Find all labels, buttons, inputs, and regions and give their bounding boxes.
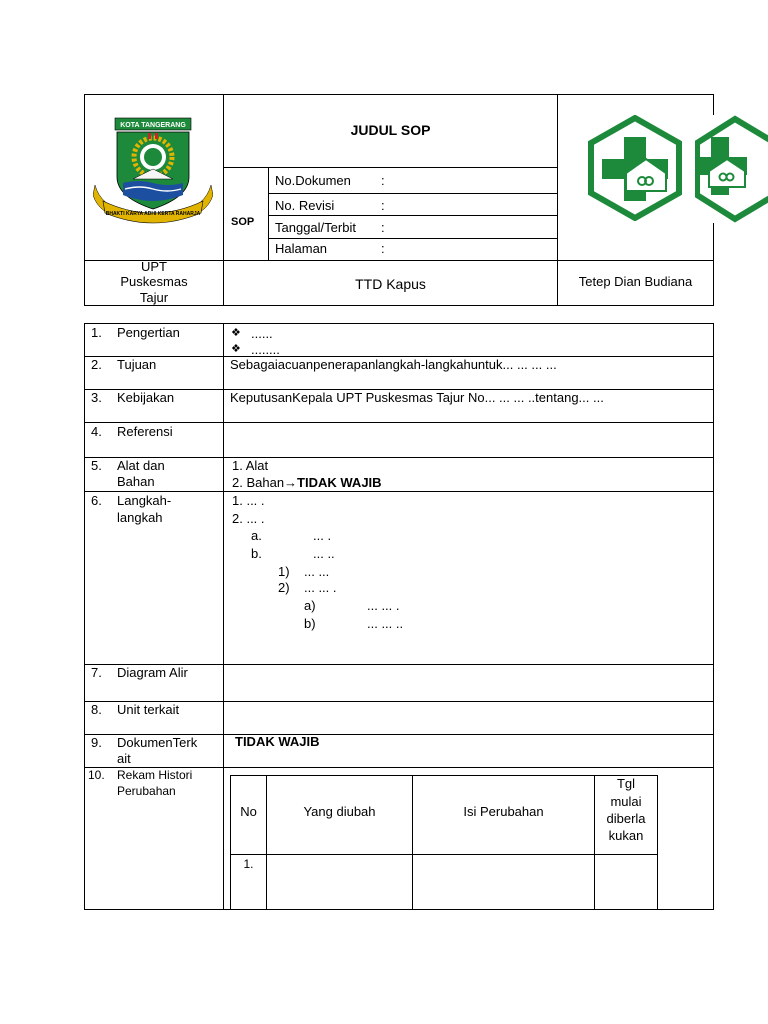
row-label-rekam-histori: Rekam Histori	[117, 768, 193, 782]
arrow-right-icon: →	[284, 475, 298, 490]
pengertian-item: ......	[251, 326, 273, 341]
step-key: a.	[251, 528, 262, 543]
content-border-right	[713, 323, 714, 910]
kota-tangerang-logo	[93, 115, 213, 225]
row-label-referensi: Referensi	[117, 424, 173, 439]
step-item: 2. ... .	[232, 511, 265, 526]
row-number: 1.	[91, 325, 102, 340]
history-header-content: Isi Perubahan	[463, 804, 544, 819]
row-number: 7.	[91, 665, 102, 680]
diamond-bullet-icon: ❖	[231, 343, 241, 355]
step-key: b.	[251, 546, 262, 561]
row-separator	[84, 491, 714, 492]
bahan-not-required: TIDAK WAJIB	[297, 475, 382, 490]
field-sep: :	[381, 198, 385, 213]
field-sep: :	[381, 241, 385, 256]
history-header-date: diberla	[606, 811, 646, 826]
row-label-dokumen-terkait-2: ait	[117, 751, 131, 766]
row-label-pengertian: Pengertian	[117, 325, 180, 340]
field-label-no-revisi: No. Revisi	[275, 198, 335, 213]
dokumen-not-required: TIDAK WAJIB	[235, 734, 320, 749]
field-label-tanggal-terbit: Tanggal/Terbit	[275, 220, 356, 235]
content-border-left	[84, 323, 85, 910]
document-title: JUDUL SOP	[350, 122, 431, 138]
row-label-alat-dan: Alat dan	[117, 458, 165, 473]
row-label-perubahan: Perubahan	[117, 784, 176, 798]
step-key: 2)	[278, 580, 290, 595]
puskesmas-logo	[582, 115, 688, 221]
content-divider	[223, 323, 224, 910]
content-border-bottom	[84, 909, 714, 910]
header-border-top	[84, 94, 714, 95]
step-key: b)	[304, 616, 316, 631]
field-sep: :	[381, 173, 385, 188]
row-number: 2.	[91, 357, 102, 372]
sop-label: SOP	[231, 216, 255, 228]
header-divider	[268, 167, 269, 260]
header-divider	[268, 215, 557, 216]
history-header-date: Tgl	[616, 776, 636, 791]
diamond-bullet-icon: ❖	[231, 327, 241, 339]
signer-name: Tetep Dian Budiana	[578, 274, 693, 289]
row-separator	[84, 457, 714, 458]
row-label-langkah-2: langkah	[117, 510, 163, 525]
alat-item: 1. Alat	[232, 458, 269, 473]
history-col-border	[266, 775, 267, 909]
row-label-langkah: Langkah-	[117, 493, 172, 508]
row-number: 9.	[91, 735, 102, 750]
field-sep: :	[381, 220, 385, 235]
row-number: 10.	[88, 768, 105, 782]
history-header-date: mulai	[610, 794, 642, 809]
svg-text:BHAKTI KARYA ADHI KERTA RAHARJ: BHAKTI KARYA ADHI KERTA RAHARJA	[105, 211, 201, 217]
history-col-border	[412, 775, 413, 909]
row-number: 8.	[91, 702, 102, 717]
bahan-item: 2. Bahan→TIDAK WAJIB	[232, 475, 382, 490]
unit-line-3: Tajur	[139, 290, 169, 305]
row-number: 4.	[91, 424, 102, 439]
step-value: ... ... .	[367, 598, 400, 613]
row-number: 6.	[91, 493, 102, 508]
step-value: ... ... ..	[367, 616, 404, 631]
step-key: 1)	[278, 564, 290, 579]
history-header-no: No	[240, 804, 257, 819]
row-label-tujuan: Tujuan	[117, 357, 157, 372]
header-divider	[223, 167, 557, 168]
header-divider	[268, 193, 557, 194]
tujuan-content: Sebagaiacuanpenerapanlangkah-langkahuntuk... ... ... ...	[230, 357, 557, 372]
history-col-border	[657, 775, 658, 909]
history-row-no: 1.	[243, 857, 254, 871]
history-header-date: kukan	[608, 828, 644, 843]
step-key: a)	[304, 598, 316, 613]
history-header-changed: Yang diubah	[303, 804, 376, 819]
row-label-unit-terkait: Unit terkait	[117, 702, 180, 717]
step-item: 1. ... .	[232, 493, 265, 508]
step-value: ... ..	[313, 546, 335, 561]
step-value: ... .	[313, 528, 332, 543]
svg-text:KOTA TANGERANG: KOTA TANGERANG	[120, 122, 186, 129]
row-number: 5.	[91, 458, 102, 473]
ttd-kapus: TTD Kapus	[355, 276, 426, 292]
puskesmas-logo-secondary	[695, 115, 768, 223]
kebijakan-content: KeputusanKepala UPT Puskesmas Tajur No... ... ... ..tentang... ...	[230, 390, 604, 405]
field-label-halaman: Halaman	[275, 241, 328, 256]
unit-line-1: UPT	[141, 259, 167, 274]
step-value: ... ... .	[304, 580, 337, 595]
row-label-kebijakan: Kebijakan	[117, 390, 175, 405]
field-label-no-dokumen: No.Dokumen	[275, 173, 351, 188]
row-label-dokumen-terkait: DokumenTerk	[117, 735, 198, 750]
row-separator	[84, 422, 714, 423]
history-col-border	[230, 775, 231, 909]
content-border-top	[84, 323, 714, 324]
row-label-diagram-alir: Diagram Alir	[117, 665, 188, 680]
row-label-bahan: Bahan	[117, 474, 155, 489]
pengertian-item: ........	[251, 342, 280, 357]
row-number: 3.	[91, 390, 102, 405]
step-value: ... ...	[304, 564, 330, 579]
unit-line-2: Puskesmas	[120, 274, 188, 289]
header-divider	[268, 238, 557, 239]
